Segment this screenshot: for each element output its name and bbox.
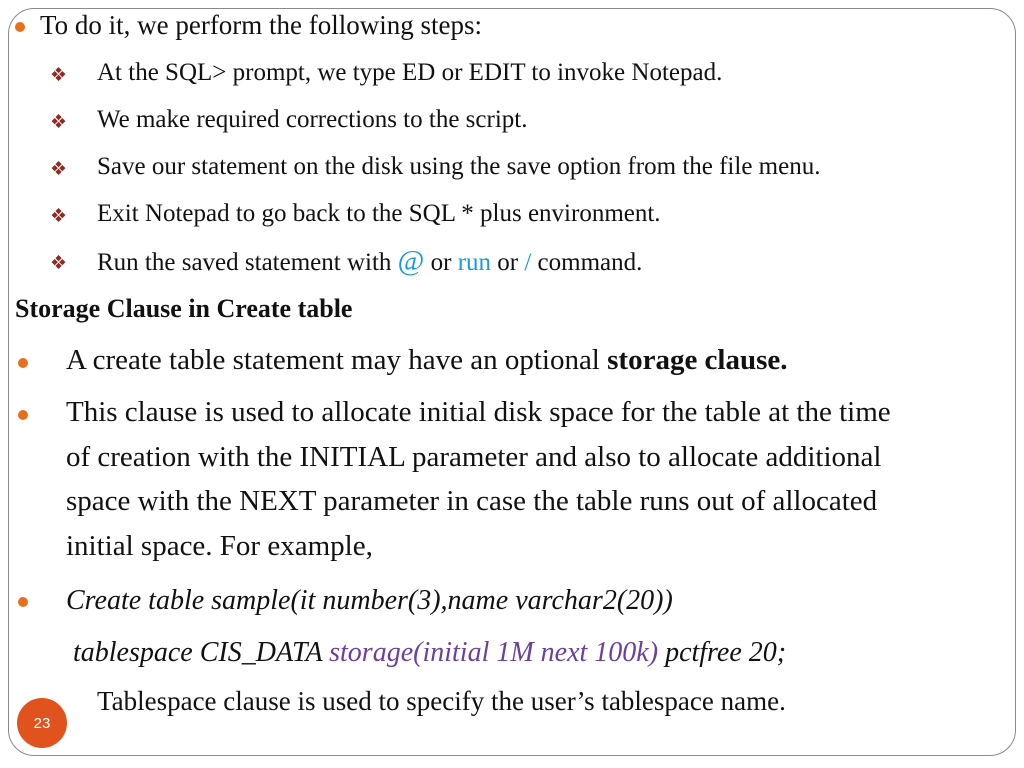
page-number-badge: 23 [17, 698, 67, 748]
bullet-2-line-2: of creation with the INITIAL parameter and also to allocate additional [66, 441, 882, 473]
step-5-or-2: or [491, 249, 525, 276]
step-3: Save our statement on the disk using the save option from the file menu. [97, 153, 821, 180]
step-2: We make required corrections to the script. [97, 106, 528, 133]
run-command: run [457, 249, 492, 276]
bullet-dot [18, 597, 28, 607]
diamond-bullet-icon: ❖ [50, 206, 68, 227]
bullet-1-text: A create table statement may have an optional [66, 344, 608, 376]
step-1: At the SQL> prompt, we type ED or EDIT to invoke Notepad. [97, 59, 723, 86]
bullet-dot [18, 410, 28, 420]
section-heading: Storage Clause in Create table [15, 294, 353, 323]
code-line-2-a: tablespace CIS_DATA [73, 637, 330, 668]
code-line-1: Create table sample(it number(3),name varchar2(20)) [66, 585, 673, 616]
bullet-2-line-3: space with the NEXT parameter in case the table runs out of allocated [66, 485, 878, 517]
bullet-1 [66, 344, 788, 377]
diamond-bullet-icon: ❖ [50, 253, 68, 274]
at-symbol: @ [397, 245, 425, 277]
code-line-2-c: pctfree 20; [658, 637, 787, 668]
intro-text: To do it, we perform the following steps: [40, 10, 483, 40]
diamond-bullet-icon: ❖ [50, 112, 68, 133]
diamond-bullet-icon: ❖ [50, 159, 68, 180]
bullet-2-line-1: This clause is used to allocate initial disk space for the table at the time [66, 396, 891, 428]
last-line: Tablespace clause is used to specify the user’s tablespace name. [97, 686, 786, 716]
step-5-prefix: Run the saved statement with [97, 249, 398, 276]
bullet-dot [18, 358, 28, 368]
code-line-2 [73, 637, 786, 669]
storage-clause-code: storage(initial 1M next 100k) [329, 637, 659, 668]
slash-command: / [524, 249, 532, 276]
step-5 [97, 245, 642, 278]
bullet-1-bold: storage clause. [607, 344, 788, 376]
step-5-suffix: command. [531, 249, 643, 276]
bullet-2-line-4: initial space. For example, [66, 530, 373, 562]
bullet-dot [15, 22, 25, 32]
step-5-or-1: or [424, 249, 458, 276]
step-4: Exit Notepad to go back to the SQL * plus environment. [97, 200, 661, 227]
diamond-bullet-icon: ❖ [50, 65, 68, 86]
